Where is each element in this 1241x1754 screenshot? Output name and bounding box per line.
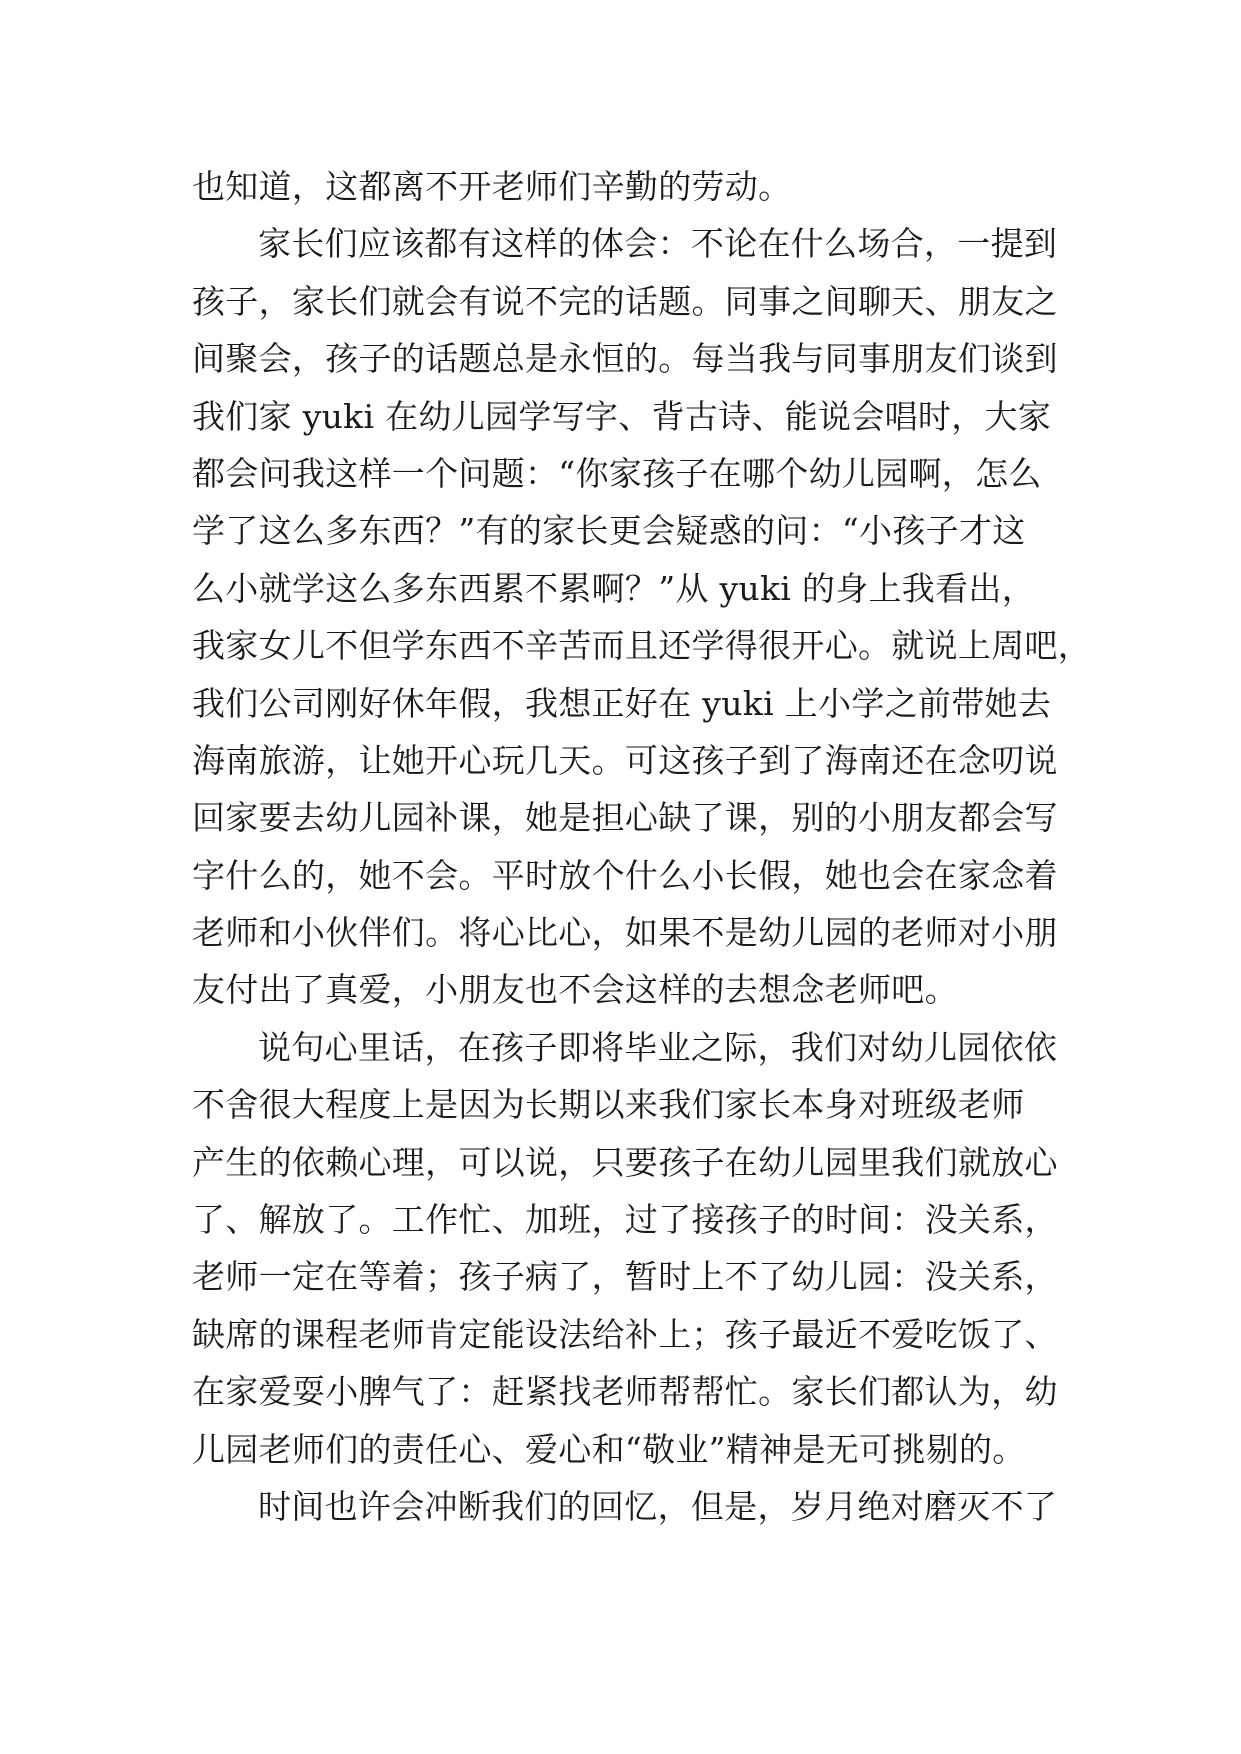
text-line: 老师和小伙伴们。将心比心，如果不是幼儿园的老师对小朋	[192, 913, 1058, 953]
paragraph-start-line: 家长们应该都有这样的体会：不论在什么场合，一提到	[258, 224, 1058, 264]
text-line: 回家要去幼儿园补课，她是担心缺了课，别的小朋友都会写	[192, 798, 1058, 838]
text-line: 海南旅游，让她开心玩几天。可这孩子到了海南还在念叨说	[192, 740, 1058, 780]
text-line: 也知道，这都离不开老师们辛勤的劳动。	[192, 167, 792, 206]
text-line: 么小就学这么多东西累不累啊？”从 yuki 的身上我看出，	[192, 568, 1035, 608]
text-line: 我们家 yuki 在幼儿园学写字、背古诗、能说会唱时，大家	[192, 396, 1052, 436]
text-line: 间聚会，孩子的话题总是永恒的。每当我与同事朋友们谈到	[192, 339, 1058, 379]
text-line: 产生的依赖心理，可以说，只要孩子在幼儿园里我们就放心	[192, 1142, 1058, 1182]
text-line: 在家爱耍小脾气了：赶紧找老师帮帮忙。家长们都认为，幼	[192, 1372, 1058, 1412]
text-line: 都会问我这样一个问题：“你家孩子在哪个幼儿园啊，怎么	[192, 453, 1042, 493]
paragraph-start-line: 时间也许会冲断我们的回忆，但是，岁月绝对磨灭不了	[258, 1486, 1058, 1526]
text-line: 学了这么多东西？”有的家长更会疑惑的问：“小孩子才这	[192, 511, 1026, 551]
text-line: 老师一定在等着；孩子病了，暂时上不了幼儿园：没关系，	[192, 1257, 1058, 1297]
text-line: 孩子，家长们就会有说不完的话题。同事之间聊天、朋友之	[192, 281, 1058, 321]
text-line: 儿园老师们的责任心、爱心和“敬业”精神是无可挑剔的。	[192, 1429, 1026, 1469]
text-line: 字什么的，她不会。平时放个什么小长假，她也会在家念着	[192, 855, 1058, 895]
text-line: 我家女儿不但学东西不辛苦而且还学得很开心。就说上周吧，	[192, 626, 1092, 666]
paragraph-start-line: 说句心里话，在孩子即将毕业之际，我们对幼儿园依依	[258, 1027, 1058, 1067]
text-line: 了、解放了。工作忙、加班，过了接孩子的时间：没关系，	[192, 1200, 1058, 1240]
text-line: 我们公司刚好休年假，我想正好在 yuki 上小学之前带她去	[192, 683, 1052, 723]
text-line: 缺席的课程老师肯定能设法给补上；孩子最近不爱吃饭了、	[192, 1314, 1058, 1354]
body-text	[192, 158, 1092, 1535]
text-line: 友付出了真爱，小朋友也不会这样的去想念老师吧。	[192, 970, 958, 1010]
text-line: 不舍很大程度上是因为长期以来我们家长本身对班级老师	[192, 1085, 1025, 1125]
